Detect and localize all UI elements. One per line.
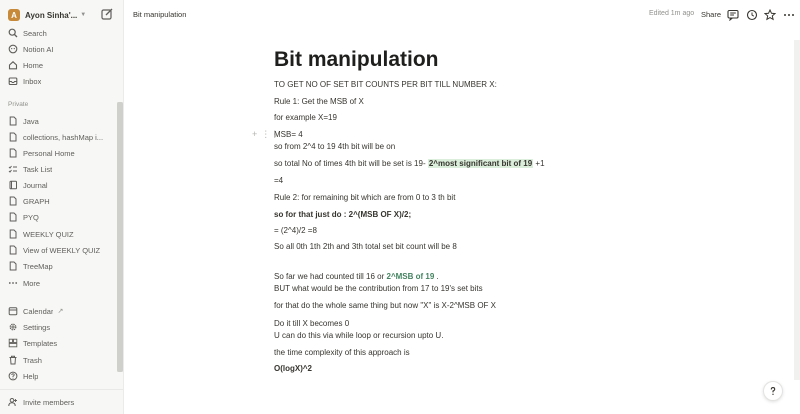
sidebar-item-label: Home	[23, 60, 44, 70]
notion-ai-icon	[8, 44, 18, 54]
checklist-icon	[8, 164, 18, 174]
sidebar-item-label: Personal Home	[23, 148, 75, 158]
sidebar-item-notion-ai[interactable]	[0, 42, 117, 56]
text-block[interactable]: Rule 2: for remaining bit which are from 0 to 3 th bit	[274, 193, 456, 202]
new-page-icon[interactable]	[100, 7, 114, 21]
book-icon	[8, 180, 18, 190]
sidebar-item-weekly-quiz[interactable]	[0, 227, 117, 241]
template-icon	[8, 338, 18, 348]
sidebar-item-view-weekly-quiz[interactable]	[0, 243, 117, 257]
page-icon	[8, 212, 18, 222]
text-block[interactable]: U can do this via while loop or recursion upto U.	[274, 331, 444, 340]
share-button[interactable]: Share	[701, 10, 722, 19]
trash-icon	[8, 355, 18, 365]
text-block[interactable]: =4	[274, 176, 284, 185]
inbox-icon	[8, 76, 18, 86]
sidebar-item-label: Trash	[23, 355, 42, 365]
edited-timestamp: Edited 1m ago	[649, 10, 695, 17]
text-block[interactable]: So all 0th 1th 2th and 3th total set bit count will be 8	[274, 242, 457, 251]
text-block[interactable]: for example X=19	[274, 113, 337, 122]
sidebar-item-task-list[interactable]	[0, 162, 117, 176]
sidebar-item-pyq[interactable]	[0, 210, 117, 224]
history-icon[interactable]	[746, 8, 758, 20]
workspace-switcher[interactable]	[6, 6, 118, 24]
sidebar-item-search[interactable]	[0, 26, 117, 40]
sidebar-item-collections[interactable]	[0, 130, 117, 144]
gear-icon	[8, 322, 18, 332]
page-icon	[8, 229, 18, 239]
sidebar-item-java[interactable]	[0, 114, 117, 128]
sidebar-item-label: Settings	[23, 322, 51, 332]
page-icon	[8, 196, 18, 206]
page-icon	[8, 261, 18, 271]
calendar-icon	[8, 306, 18, 316]
highlighted-text: 2^most significant bit of 19	[428, 159, 533, 168]
workspace-name: Ayon Sinha'...	[25, 10, 78, 20]
text-block[interactable]: Rule 1: Get the MSB of X	[274, 97, 364, 106]
sidebar-item-label: collections, hashMap i...	[23, 132, 104, 142]
chevron-down-icon: ▼	[80, 12, 87, 18]
sidebar-item-label: Search	[23, 28, 47, 38]
sidebar	[0, 0, 124, 414]
page-icon	[8, 132, 18, 142]
text-block[interactable]: so from 2^4 to 19 4th bit will be on	[274, 142, 396, 151]
sidebar-scrollbar[interactable]	[117, 102, 123, 372]
sidebar-item-label: More	[23, 278, 41, 288]
text-block[interactable]: MSB= 4	[274, 130, 303, 139]
sidebar-item-label: PYQ	[23, 212, 39, 222]
sidebar-item-label: View of WEEKLY QUIZ	[23, 245, 101, 255]
sidebar-item-label: TreeMap	[23, 261, 53, 271]
sidebar-item-home[interactable]	[0, 58, 117, 72]
sidebar-item-label: GRAPH	[23, 196, 50, 206]
text-block[interactable]	[274, 159, 545, 168]
help-button[interactable]	[763, 381, 783, 401]
text-block[interactable]: = (2^4)/2 =8	[274, 226, 317, 235]
add-block-icon[interactable]: +	[252, 129, 258, 139]
page-icon	[8, 148, 18, 158]
private-section-label: Private	[8, 101, 29, 108]
text-block[interactable]	[274, 272, 439, 281]
search-icon	[8, 28, 18, 38]
text-span: So far we had counted till 16 or	[274, 272, 387, 281]
sidebar-item-label: Journal	[23, 180, 48, 190]
sidebar-item-label: Calendar	[23, 306, 54, 316]
invite-icon	[8, 397, 18, 407]
sidebar-item-templates[interactable]	[0, 336, 117, 350]
more-options-icon[interactable]	[783, 8, 795, 20]
text-block[interactable]: TO GET NO OF SET BIT COUNTS PER BIT TILL NUMBER X:	[274, 80, 497, 89]
sidebar-item-label: Help	[23, 371, 39, 381]
text-span: .	[434, 272, 439, 281]
comment-icon[interactable]	[727, 8, 739, 20]
page-title[interactable]: Bit manipulation	[274, 48, 439, 71]
sidebar-item-label: WEEKLY QUIZ	[23, 229, 74, 239]
sidebar-item-graph[interactable]	[0, 194, 117, 208]
drag-handle-icon[interactable]: ⋮⋮	[261, 129, 280, 139]
sidebar-item-more[interactable]	[0, 276, 117, 290]
sidebar-item-treemap[interactable]	[0, 259, 117, 273]
text-block[interactable]: so for that just do : 2^(MSB OF X)/2;	[274, 210, 412, 219]
sidebar-item-label: Java	[23, 116, 39, 126]
text-block[interactable]: O(logX)^2	[274, 364, 313, 373]
topbar	[124, 0, 800, 28]
text-block[interactable]: BUT what would be the contribution from 17 to 19's set bits	[274, 284, 483, 293]
sidebar-item-personal-home[interactable]	[0, 146, 117, 160]
workspace-avatar: A	[8, 9, 20, 21]
star-icon[interactable]	[764, 8, 776, 20]
more-icon	[8, 278, 18, 288]
invite-members-label: Invite members	[23, 397, 75, 407]
breadcrumb[interactable]: Bit manipulation	[133, 10, 187, 19]
help-icon	[8, 371, 18, 381]
sidebar-item-calendar[interactable]	[0, 304, 117, 318]
sidebar-item-label: Task List	[23, 164, 53, 174]
sidebar-item-settings[interactable]	[0, 320, 117, 334]
sidebar-item-journal[interactable]	[0, 178, 117, 192]
text-block[interactable]: Do it till X becomes 0	[274, 319, 350, 328]
text-block[interactable]: for that do the whole same thing but now "X" is X-2^MSB OF X	[274, 301, 496, 310]
page-icon	[8, 116, 18, 126]
green-text: 2^MSB of 19	[386, 272, 435, 281]
text-span: +1	[533, 159, 545, 168]
sidebar-item-inbox[interactable]	[0, 74, 117, 88]
sidebar-item-label: Inbox	[23, 76, 42, 86]
page-icon	[8, 245, 18, 255]
sidebar-item-trash[interactable]	[0, 353, 117, 367]
sidebar-item-label: Templates	[23, 338, 58, 348]
help-icon	[768, 386, 778, 396]
sidebar-item-label: Notion AI	[23, 44, 54, 54]
sidebar-item-help[interactable]	[0, 369, 117, 383]
text-block[interactable]: the time complexity of this approach is	[274, 348, 410, 357]
home-icon	[8, 60, 18, 70]
page-scrollbar[interactable]	[794, 40, 800, 380]
sidebar-divider	[0, 389, 124, 390]
text-span: so total No of times 4th bit will be set is 19-	[274, 159, 428, 168]
external-link-icon: ↗	[57, 308, 64, 315]
invite-members-button[interactable]	[0, 395, 117, 409]
